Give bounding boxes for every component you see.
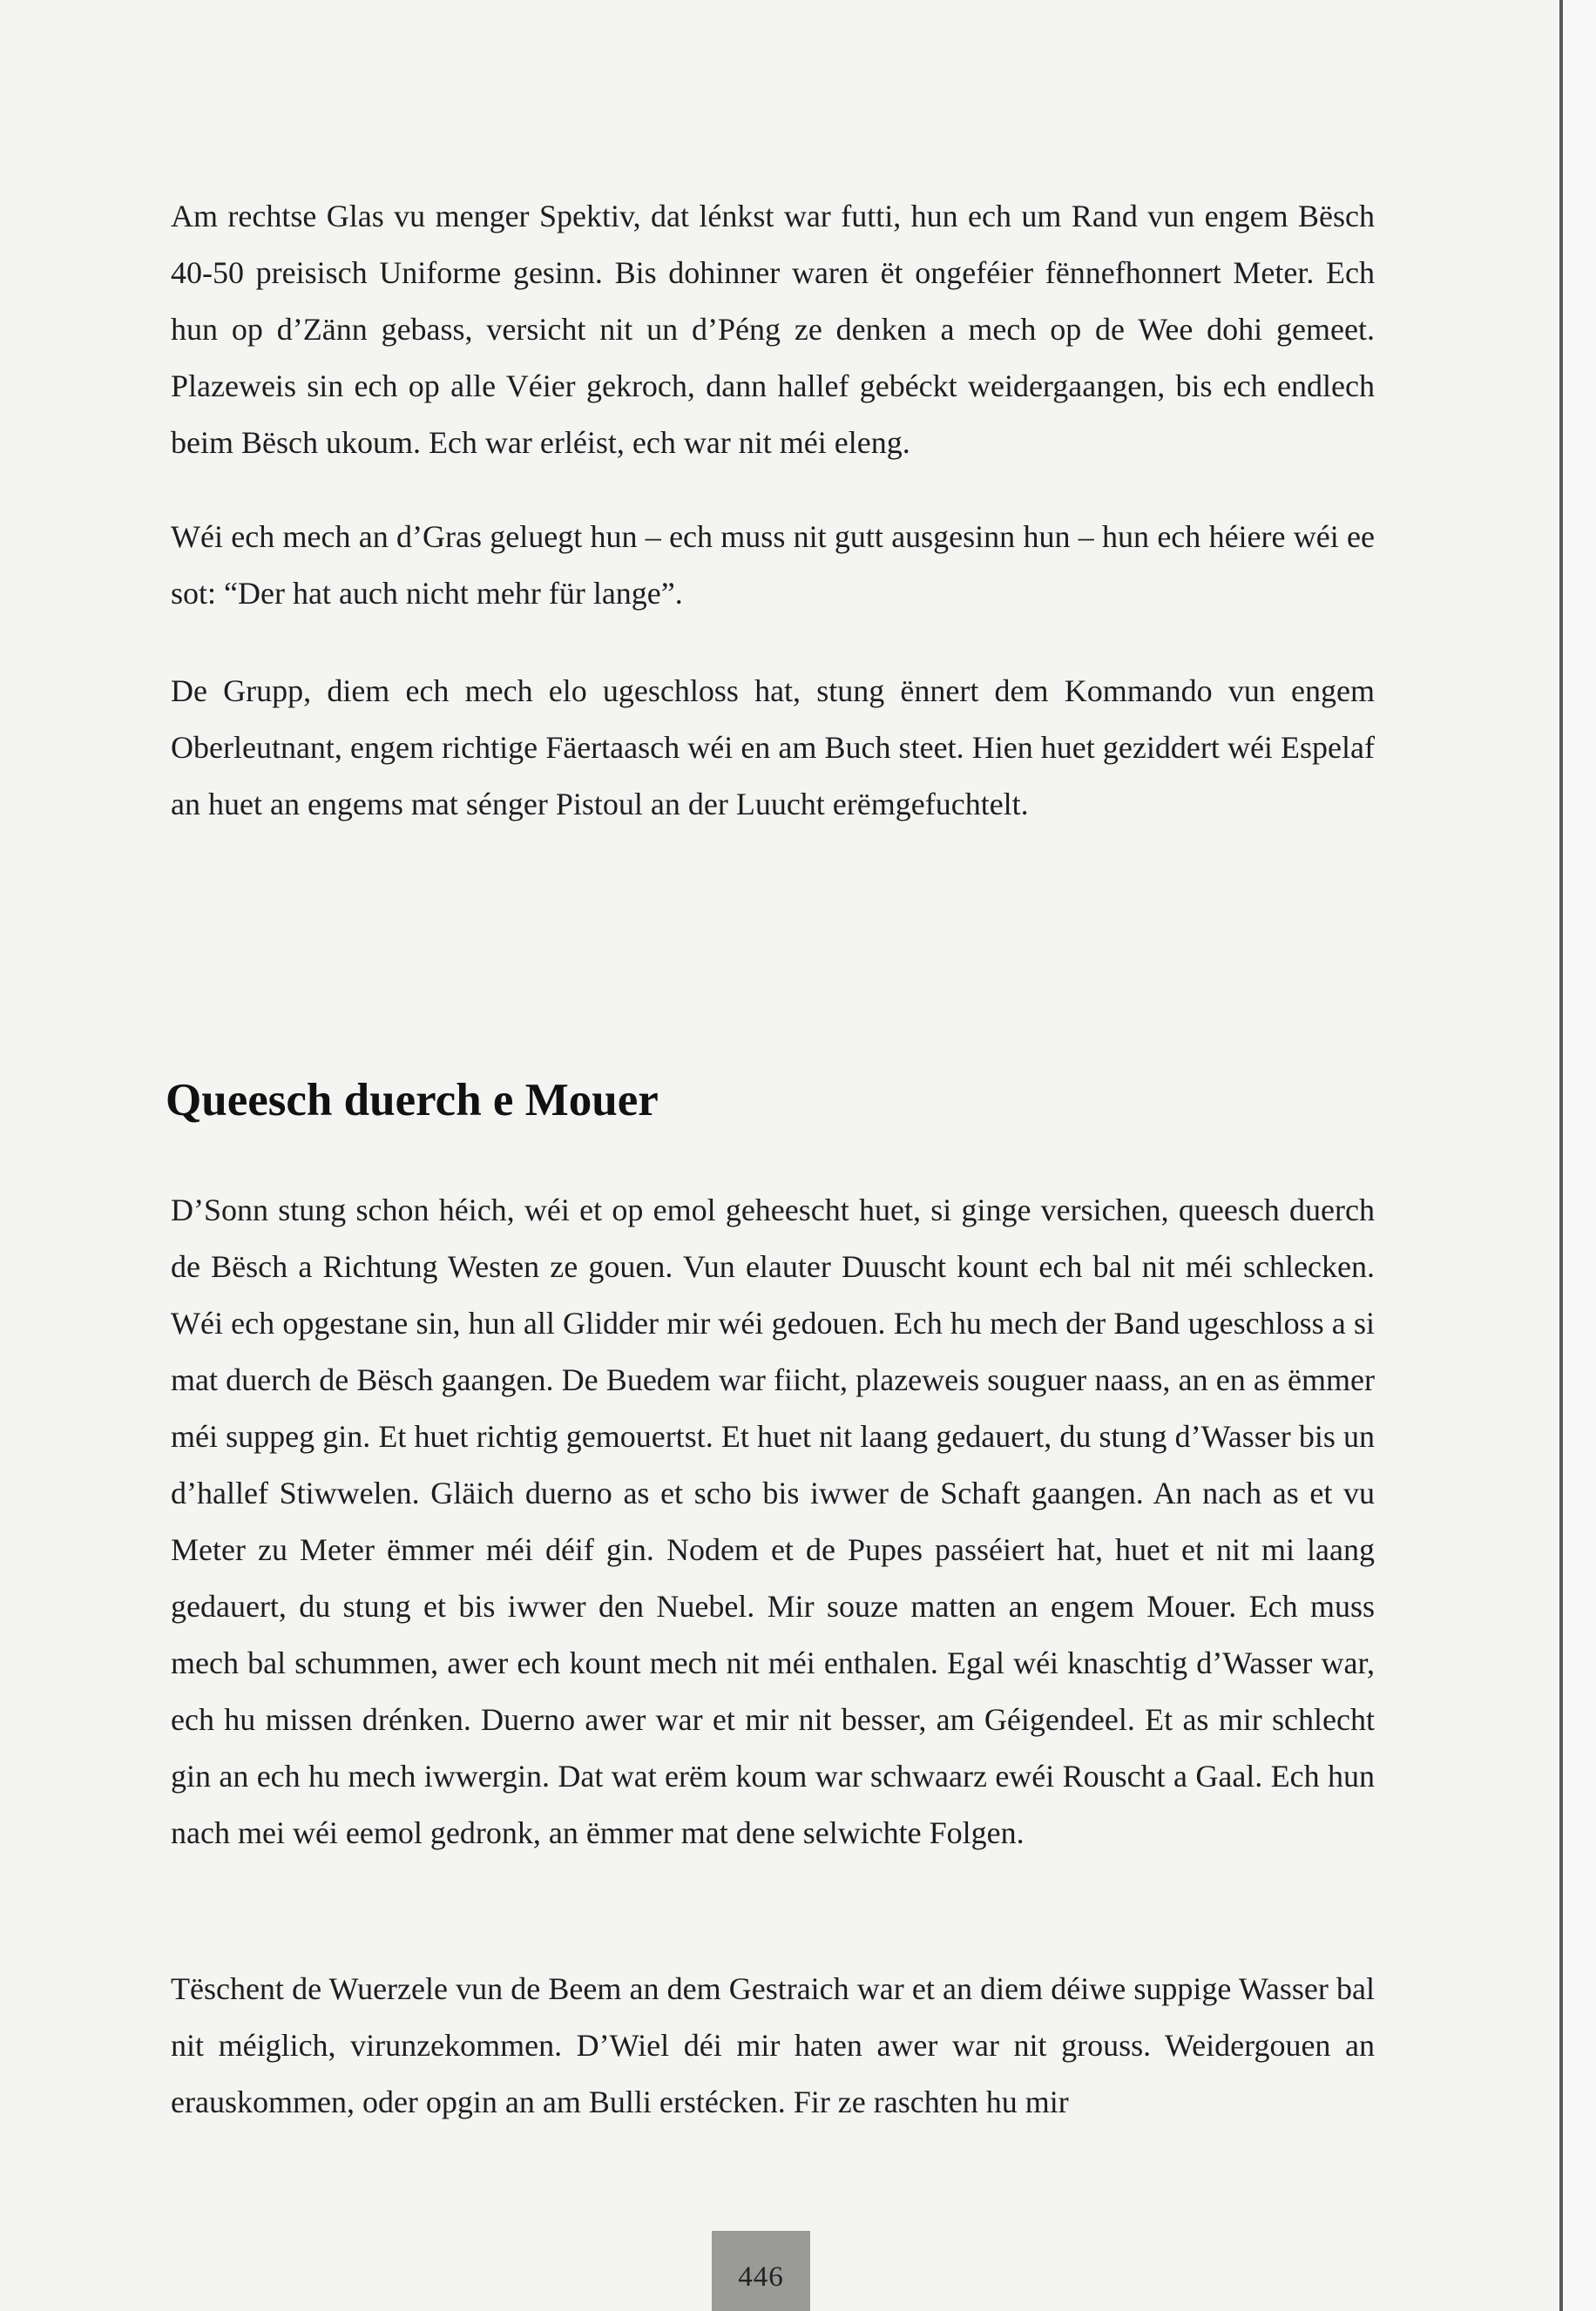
paragraph-1: Am rechtse Glas vu menger Spektiv, dat lénkst war futti, hun ech um Rand vun engem Bësch 40-50 preisisch Uniforme gesinn. Bis dohinner waren ët ongeféier fënnefhonnert Meter. Ech hun op d’Zänn gebass, versicht nit un d’Péng ze denken a mech op de Wee dohi gemeet. Plazeweis sin ech op alle Véier gekroch, dann hallef gebéckt weidergaangen, bis ech endlech beim Bësch ukoum. Ech war erléist, ech war nit méi eleng. (171, 199, 1375, 460)
section-paragraph-2: Tëschent de Wuerzele vun de Beem an dem Gestraich war et an diem déiwe suppige Wasser bal nit méiglich, virunzekommen. D’Wiel déi mir haten awer war nit grouss. Weidergouen an erauskommen, oder opgin an am Bulli erstécken. Fir ze raschten hu mir (171, 1971, 1375, 2119)
section-heading: Queesch duerch e Mouer (166, 1075, 659, 1125)
page-number: 446 (738, 2261, 784, 2293)
page-gutter (1563, 0, 1596, 2311)
paragraph-3: De Grupp, diem ech mech elo ugeschloss hat, stung ënnert dem Kommando vun engem Oberleutnant, engem richtige Fäertaasch wéi en am Buch steet. Hien huet geziddert wéi Espelaf an huet an engems mat sénger Pistoul an der Luucht erëmgefuchtelt. (171, 673, 1375, 821)
paragraph-2: Wéi ech mech an d’Gras geluegt hun – ech muss nit gutt ausgesinn hun – hun ech héiere wéi ee sot: “Der hat auch nicht mehr für lange”. (171, 519, 1375, 611)
section-paragraph-1: D’Sonn stung schon héich, wéi et op emol geheescht huet, si ginge versichen, queesch duerch de Bësch a Richtung Westen ze gouen. Vun elauter Duuscht kount ech bal nit méi schlecken. Wéi ech opgestane sin, hun all Glidder mir wéi gedouen. Ech hu mech der Band ugeschloss a si mat duerch de Bësch gaangen. De Buedem war fiicht, plazeweis souguer naass, an en as ëmmer méi suppeg gin. Et huet richtig gemouertst. Et huet nit laang gedauert, du stung d’Wasser bis un d’hallef Stiwwelen. Gläich duerno as et scho bis iwwer de Schaft gaangen. An nach as et vu Meter zu Meter ëmmer méi déif gin. Nodem et de Pupes passéiert hat, huet et nit mi laang gedauert, du stung et bis iwwer den Nuebel. Mir souze matten an engem Mouer. Ech muss mech bal schummen, awer ech kount mech nit méi enthalen. Egal wéi knaschtig d’Wasser war, ech hu missen drénken. Duerno awer war et mir nit besser, am Géigendeel. Et as mir schlecht gin an ech hu mech iwwergin. Dat wat erëm koum war schwaarz ewéi Rouscht a Gaal. Ech hun nach mei wéi eemol gedronk, an ëmmer mat dene selwichte Folgen. (171, 1193, 1375, 1850)
